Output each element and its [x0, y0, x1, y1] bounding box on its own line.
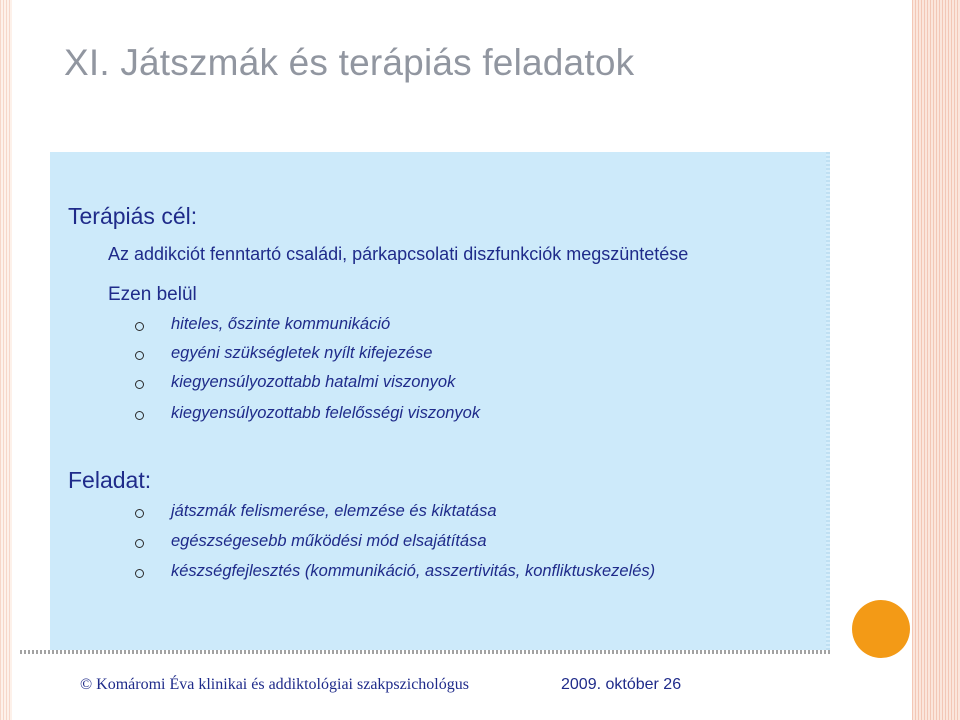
circle-bullet-icon	[135, 322, 144, 331]
circle-bullet-icon	[135, 509, 144, 518]
footer-divider	[20, 650, 832, 654]
circle-bullet-icon	[135, 351, 144, 360]
task-item-text: készségfejlesztés (kommunikáció, asszertivitás, konfliktuskezelés)	[171, 562, 656, 580]
goal-item-text: kiegyensúlyozottabb hatalmi viszonyok	[171, 373, 456, 391]
footer-date: 2009. október 26	[561, 676, 682, 693]
task-heading: Feladat:	[68, 467, 152, 493]
slide-title: XI. Játszmák és terápiás feladatok	[64, 42, 635, 83]
within-label: Ezen belül	[108, 284, 197, 305]
orange-circle-decoration	[852, 600, 910, 658]
goal-heading: Terápiás cél:	[68, 203, 198, 229]
circle-bullet-icon	[135, 380, 144, 389]
goal-main-text: Az addikciót fenntartó családi, párkapcsolati diszfunkciók megszüntetése	[108, 244, 689, 264]
task-item-text: egészségesebb működési mód elsajátítása	[171, 532, 487, 550]
circle-bullet-icon	[135, 411, 144, 420]
goal-item-text: kiegyensúlyozottabb felelősségi viszonyok	[171, 404, 481, 422]
left-decorative-stripe	[0, 0, 12, 720]
task-item-text: játszmák felismerése, elemzése és kiktatása	[171, 502, 497, 520]
right-decorative-stripe	[912, 0, 960, 720]
circle-bullet-icon	[135, 539, 144, 548]
goal-item-text: hiteles, őszinte kommunikáció	[171, 315, 391, 333]
footer-author: © Komáromi Éva klinikai és addiktológiai szakpszichológus	[80, 676, 469, 693]
circle-bullet-icon	[135, 569, 144, 578]
goal-item-text: egyéni szükségletek nyílt kifejezése	[171, 344, 433, 362]
content-box-edge-shade	[826, 152, 830, 650]
